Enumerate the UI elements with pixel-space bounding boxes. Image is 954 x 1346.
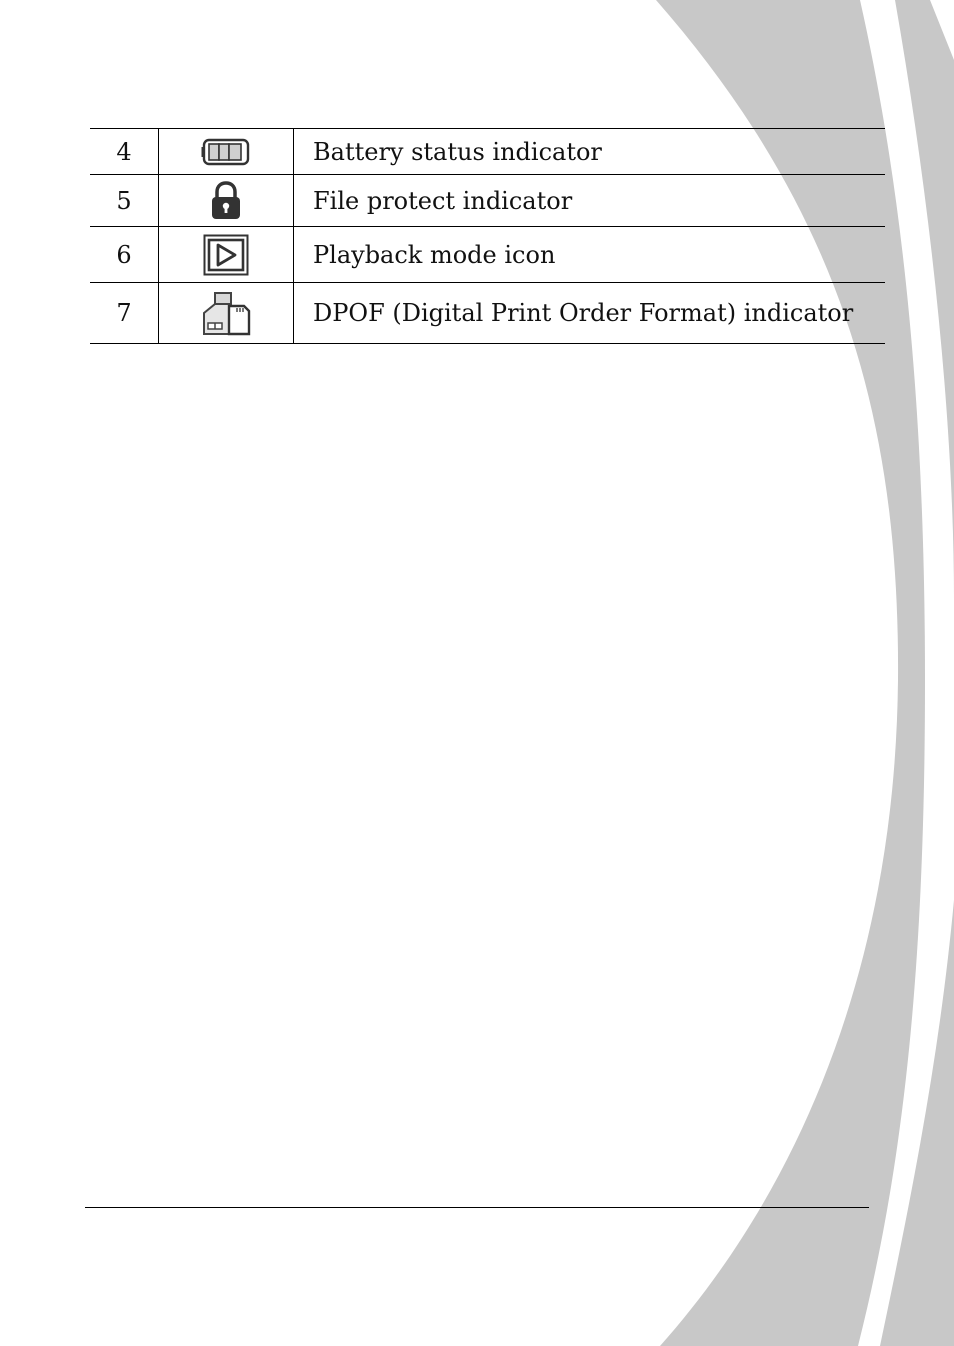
row-number: 7: [90, 283, 159, 344]
icon-legend-table: [90, 128, 885, 344]
lock-icon: [209, 181, 243, 221]
row-number: 5: [90, 175, 159, 227]
table-row: [90, 175, 885, 227]
battery-icon: [201, 137, 251, 167]
row-description: DPOF (Digital Print Order Format) indicator: [294, 283, 886, 344]
row-description: Battery status indicator: [294, 129, 886, 175]
row-description: Playback mode icon: [294, 227, 886, 283]
table-row: [90, 227, 885, 283]
dpof-print-icon: [201, 290, 251, 336]
row-description: File protect indicator: [294, 175, 886, 227]
footer-rule: [85, 1207, 869, 1208]
row-number: 6: [90, 227, 159, 283]
table-row: [90, 129, 885, 175]
row-number: 4: [90, 129, 159, 175]
playback-icon: [203, 234, 249, 276]
table-row: [90, 283, 885, 344]
